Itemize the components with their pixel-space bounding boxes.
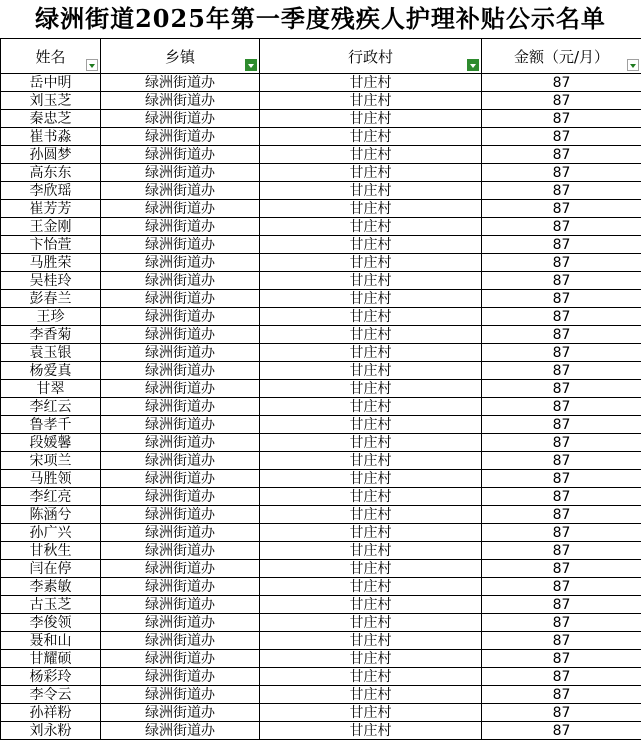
cell-village[interactable]: 甘庄村: [260, 380, 482, 398]
cell-village[interactable]: 甘庄村: [260, 488, 482, 506]
header-row: [1, 39, 641, 74]
table-row: [1, 218, 641, 236]
cell-township[interactable]: 绿洲街道办: [101, 290, 260, 308]
cell-township[interactable]: 绿洲街道办: [101, 452, 260, 470]
table-row: [1, 686, 641, 704]
cell-amount[interactable]: 87: [482, 596, 641, 614]
cell-township[interactable]: 绿洲街道办: [101, 272, 260, 290]
table-row: [1, 452, 641, 470]
cell-township[interactable]: 绿洲街道办: [101, 380, 260, 398]
cell-township[interactable]: 绿洲街道办: [101, 506, 260, 524]
table-row: [1, 92, 641, 110]
cell-amount[interactable]: 87: [482, 218, 641, 236]
cell-amount[interactable]: 87: [482, 650, 641, 668]
cell-township[interactable]: 绿洲街道办: [101, 632, 260, 650]
cell-township[interactable]: 绿洲街道办: [101, 398, 260, 416]
cell-name[interactable]: 杨爱真: [1, 362, 101, 380]
cell-name[interactable]: 孙祥粉: [1, 704, 101, 722]
cell-village[interactable]: 甘庄村: [260, 632, 482, 650]
cell-township[interactable]: 绿洲街道办: [101, 164, 260, 182]
cell-name[interactable]: 甘耀硕: [1, 650, 101, 668]
table-row: [1, 704, 641, 722]
table-row: [1, 146, 641, 164]
cell-name[interactable]: 陈涵兮: [1, 506, 101, 524]
cell-name[interactable]: 马胜荣: [1, 254, 101, 272]
cell-amount[interactable]: 87: [482, 272, 641, 290]
cell-amount[interactable]: 87: [482, 488, 641, 506]
cell-township[interactable]: 绿洲街道办: [101, 236, 260, 254]
cell-amount[interactable]: 87: [482, 236, 641, 254]
cell-village[interactable]: 甘庄村: [260, 272, 482, 290]
cell-township[interactable]: 绿洲街道办: [101, 650, 260, 668]
cell-amount[interactable]: 87: [482, 434, 641, 452]
cell-name[interactable]: 李欣瑶: [1, 182, 101, 200]
table-row: [1, 542, 641, 560]
column-header-name-label: 姓名: [35, 48, 65, 66]
cell-village[interactable]: 甘庄村: [260, 668, 482, 686]
cell-village[interactable]: 甘庄村: [260, 452, 482, 470]
cell-name[interactable]: 李素敏: [1, 578, 101, 596]
cell-name[interactable]: 高东东: [1, 164, 101, 182]
cell-name[interactable]: 王金刚: [1, 218, 101, 236]
table-row: [1, 722, 641, 740]
cell-township[interactable]: 绿洲街道办: [101, 218, 260, 236]
table-row: [1, 164, 641, 182]
cell-name[interactable]: 李香菊: [1, 326, 101, 344]
filter-dropdown-icon[interactable]: [627, 59, 639, 71]
table-body: [1, 74, 641, 740]
cell-village[interactable]: 甘庄村: [260, 722, 482, 740]
table-row: [1, 488, 641, 506]
cell-township[interactable]: 绿洲街道办: [101, 596, 260, 614]
table-row: [1, 254, 641, 272]
cell-amount[interactable]: 87: [482, 110, 641, 128]
cell-amount[interactable]: 87: [482, 632, 641, 650]
cell-village[interactable]: 甘庄村: [260, 398, 482, 416]
table-row: [1, 668, 641, 686]
cell-amount[interactable]: 87: [482, 164, 641, 182]
cell-township[interactable]: 绿洲街道办: [101, 308, 260, 326]
cell-name[interactable]: 卞怡萱: [1, 236, 101, 254]
page-title: 绿洲街道2025年第一季度残疾人护理补贴公示名单: [0, 0, 641, 38]
cell-name[interactable]: 李令云: [1, 686, 101, 704]
cell-amount[interactable]: 87: [482, 146, 641, 164]
cell-name[interactable]: 孙广兴: [1, 524, 101, 542]
table-row: [1, 470, 641, 488]
cell-name[interactable]: 岳中明: [1, 74, 101, 92]
cell-name[interactable]: 李红云: [1, 398, 101, 416]
table-row: [1, 200, 641, 218]
cell-village[interactable]: 甘庄村: [260, 560, 482, 578]
cell-amount[interactable]: 87: [482, 92, 641, 110]
table-row: [1, 74, 641, 92]
cell-village[interactable]: 甘庄村: [260, 254, 482, 272]
table-row: [1, 434, 641, 452]
cell-village[interactable]: 甘庄村: [260, 650, 482, 668]
cell-township[interactable]: 绿洲街道办: [101, 344, 260, 362]
cell-name[interactable]: 聂和山: [1, 632, 101, 650]
table-row: [1, 578, 641, 596]
cell-amount[interactable]: 87: [482, 668, 641, 686]
cell-township[interactable]: 绿洲街道办: [101, 470, 260, 488]
table-row: [1, 380, 641, 398]
cell-name[interactable]: 马胜领: [1, 470, 101, 488]
table-row: [1, 398, 641, 416]
cell-township[interactable]: 绿洲街道办: [101, 254, 260, 272]
cell-village[interactable]: 甘庄村: [260, 362, 482, 380]
cell-village[interactable]: 甘庄村: [260, 236, 482, 254]
cell-village[interactable]: 甘庄村: [260, 146, 482, 164]
cell-village[interactable]: 甘庄村: [260, 308, 482, 326]
cell-amount[interactable]: 87: [482, 398, 641, 416]
cell-name[interactable]: 孙圆梦: [1, 146, 101, 164]
cell-township[interactable]: 绿洲街道办: [101, 434, 260, 452]
cell-name[interactable]: 李红亮: [1, 488, 101, 506]
cell-village[interactable]: 甘庄村: [260, 218, 482, 236]
cell-name[interactable]: 古玉芝: [1, 596, 101, 614]
cell-township[interactable]: 绿洲街道办: [101, 146, 260, 164]
cell-amount[interactable]: 87: [482, 578, 641, 596]
cell-name[interactable]: 闫在停: [1, 560, 101, 578]
table-row: [1, 110, 641, 128]
cell-village[interactable]: 甘庄村: [260, 110, 482, 128]
cell-name[interactable]: 刘永粉: [1, 722, 101, 740]
cell-amount[interactable]: 87: [482, 470, 641, 488]
cell-village[interactable]: 甘庄村: [260, 128, 482, 146]
cell-village[interactable]: 甘庄村: [260, 506, 482, 524]
cell-name[interactable]: 秦忠芝: [1, 110, 101, 128]
cell-township[interactable]: 绿洲街道办: [101, 722, 260, 740]
table-row: [1, 344, 641, 362]
table-row: [1, 128, 641, 146]
cell-amount[interactable]: 87: [482, 326, 641, 344]
cell-amount[interactable]: 87: [482, 74, 641, 92]
table-row: [1, 632, 641, 650]
cell-name[interactable]: 甘翠: [1, 380, 101, 398]
cell-amount[interactable]: 87: [482, 686, 641, 704]
cell-village[interactable]: 甘庄村: [260, 182, 482, 200]
table-row: [1, 290, 641, 308]
table-row: [1, 182, 641, 200]
cell-township[interactable]: 绿洲街道办: [101, 578, 260, 596]
cell-village[interactable]: 甘庄村: [260, 578, 482, 596]
column-header-name[interactable]: [1, 39, 101, 74]
table-row: [1, 326, 641, 344]
cell-amount[interactable]: 87: [482, 560, 641, 578]
cell-township[interactable]: 绿洲街道办: [101, 686, 260, 704]
column-header-township-label: 乡镇: [165, 48, 195, 66]
cell-name[interactable]: 宋项兰: [1, 452, 101, 470]
cell-village[interactable]: 甘庄村: [260, 614, 482, 632]
cell-amount[interactable]: 87: [482, 524, 641, 542]
cell-amount[interactable]: 87: [482, 362, 641, 380]
cell-township[interactable]: 绿洲街道办: [101, 110, 260, 128]
cell-name[interactable]: 王珍: [1, 308, 101, 326]
cell-name[interactable]: 崔芳芳: [1, 200, 101, 218]
cell-amount[interactable]: 87: [482, 416, 641, 434]
cell-name[interactable]: 崔书淼: [1, 128, 101, 146]
cell-amount[interactable]: 87: [482, 614, 641, 632]
table-row: [1, 272, 641, 290]
cell-township[interactable]: 绿洲街道办: [101, 560, 260, 578]
cell-name[interactable]: 甘秋生: [1, 542, 101, 560]
cell-village[interactable]: 甘庄村: [260, 596, 482, 614]
column-header-village-label: 行政村: [348, 48, 393, 66]
cell-amount[interactable]: 87: [482, 542, 641, 560]
cell-village[interactable]: 甘庄村: [260, 416, 482, 434]
column-header-amount[interactable]: [482, 39, 641, 74]
filter-active-icon[interactable]: [467, 59, 479, 71]
cell-name[interactable]: 吴桂玲: [1, 272, 101, 290]
cell-amount[interactable]: 87: [482, 704, 641, 722]
column-header-village[interactable]: [260, 39, 482, 74]
table-row: [1, 650, 641, 668]
cell-amount[interactable]: 87: [482, 452, 641, 470]
cell-name[interactable]: 鲁孝千: [1, 416, 101, 434]
table-row: [1, 236, 641, 254]
cell-village[interactable]: 甘庄村: [260, 524, 482, 542]
cell-amount[interactable]: 87: [482, 128, 641, 146]
cell-township[interactable]: 绿洲街道办: [101, 200, 260, 218]
table-row: [1, 524, 641, 542]
cell-amount[interactable]: 87: [482, 182, 641, 200]
cell-name[interactable]: 李俊领: [1, 614, 101, 632]
cell-village[interactable]: 甘庄村: [260, 164, 482, 182]
cell-township[interactable]: 绿洲街道办: [101, 416, 260, 434]
filter-active-icon[interactable]: [245, 59, 257, 71]
cell-township[interactable]: 绿洲街道办: [101, 326, 260, 344]
column-header-amount-label: 金额（元/月）: [514, 48, 609, 66]
cell-village[interactable]: 甘庄村: [260, 542, 482, 560]
cell-township[interactable]: 绿洲街道办: [101, 542, 260, 560]
cell-amount[interactable]: 87: [482, 254, 641, 272]
cell-township[interactable]: 绿洲街道办: [101, 128, 260, 146]
cell-village[interactable]: 甘庄村: [260, 704, 482, 722]
cell-village[interactable]: 甘庄村: [260, 434, 482, 452]
cell-village[interactable]: 甘庄村: [260, 92, 482, 110]
table-row: [1, 362, 641, 380]
cell-village[interactable]: 甘庄村: [260, 326, 482, 344]
cell-amount[interactable]: 87: [482, 200, 641, 218]
cell-village[interactable]: 甘庄村: [260, 686, 482, 704]
cell-amount[interactable]: 87: [482, 290, 641, 308]
cell-township[interactable]: 绿洲街道办: [101, 92, 260, 110]
cell-township[interactable]: 绿洲街道办: [101, 524, 260, 542]
cell-township[interactable]: 绿洲街道办: [101, 668, 260, 686]
cell-amount[interactable]: 87: [482, 344, 641, 362]
cell-amount[interactable]: 87: [482, 308, 641, 326]
cell-name[interactable]: 杨彩玲: [1, 668, 101, 686]
cell-township[interactable]: 绿洲街道办: [101, 488, 260, 506]
cell-name[interactable]: 段媛馨: [1, 434, 101, 452]
subsidy-table: [0, 38, 641, 740]
cell-name[interactable]: 彭春兰: [1, 290, 101, 308]
cell-amount[interactable]: 87: [482, 506, 641, 524]
cell-village[interactable]: 甘庄村: [260, 290, 482, 308]
cell-village[interactable]: 甘庄村: [260, 200, 482, 218]
cell-township[interactable]: 绿洲街道办: [101, 182, 260, 200]
table-row: [1, 506, 641, 524]
cell-village[interactable]: 甘庄村: [260, 74, 482, 92]
cell-amount[interactable]: 87: [482, 380, 641, 398]
filter-dropdown-icon[interactable]: [86, 59, 98, 71]
table-row: [1, 560, 641, 578]
column-header-township[interactable]: [101, 39, 260, 74]
table-row: [1, 416, 641, 434]
table-row: [1, 308, 641, 326]
cell-name[interactable]: 袁玉银: [1, 344, 101, 362]
cell-amount[interactable]: 87: [482, 722, 641, 740]
cell-name[interactable]: 刘玉芝: [1, 92, 101, 110]
cell-township[interactable]: 绿洲街道办: [101, 704, 260, 722]
table-row: [1, 614, 641, 632]
cell-village[interactable]: 甘庄村: [260, 470, 482, 488]
cell-township[interactable]: 绿洲街道办: [101, 74, 260, 92]
cell-village[interactable]: 甘庄村: [260, 344, 482, 362]
cell-township[interactable]: 绿洲街道办: [101, 362, 260, 380]
cell-township[interactable]: 绿洲街道办: [101, 614, 260, 632]
table-row: [1, 596, 641, 614]
